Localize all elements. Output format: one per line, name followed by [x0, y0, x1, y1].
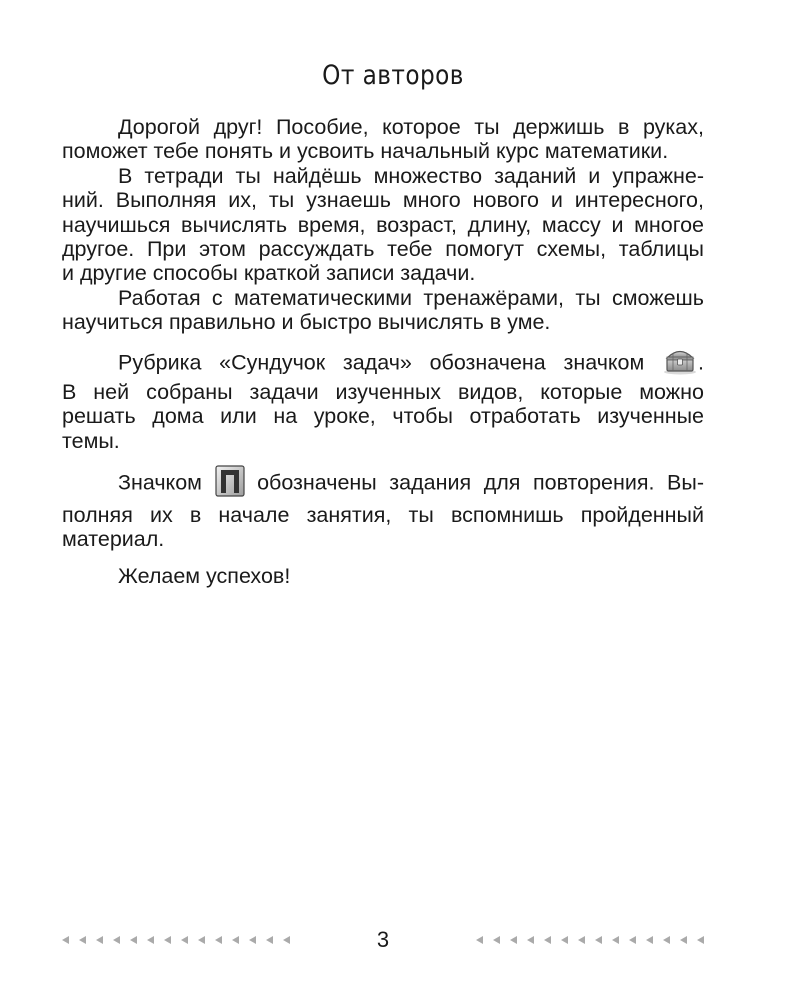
- footer-triangle-icon: [527, 936, 534, 944]
- footer-triangle-icon: [663, 936, 670, 944]
- footer-triangle-icon: [595, 936, 602, 944]
- footer-triangle-icon: [510, 936, 517, 944]
- footer-triangle-icon: [629, 936, 636, 944]
- footer-triangle-icon: [476, 936, 483, 944]
- text-line: и другие способы краткой записи задачи.: [62, 261, 476, 286]
- text-line: решать дома или на уроке, чтобы отработать изученные: [62, 404, 704, 429]
- text-after-icon: обозначены задания для повторения. Вы-: [257, 470, 705, 495]
- body-text: [62, 115, 704, 588]
- text-before-icon: Рубрика «Сундучок задач» обозначена значком: [118, 350, 645, 375]
- text-line: поможет тебе понять и усвоить начальный курс математики.: [62, 139, 669, 164]
- footer-triangle-icon: [113, 936, 120, 944]
- text-line-with-icon: [62, 465, 704, 502]
- text-line: научишься вычислять время, возраст, длину, массу и многое: [62, 212, 704, 237]
- footer-triangle-icon: [544, 936, 551, 944]
- text-line: В тетради ты найдёшь множество заданий и упражне-: [118, 163, 704, 188]
- footer-triangle-icon: [62, 936, 69, 944]
- text-line: Работая с математическими тренажёрами, ты сможешь: [118, 285, 704, 310]
- footer-triangle-icon: [164, 936, 171, 944]
- paragraph-1: [62, 115, 704, 164]
- footer-triangle-icon: [697, 936, 704, 944]
- footer-triangle-icon: [578, 936, 585, 944]
- footer-triangle-icon: [130, 936, 137, 944]
- footer-triangle-icon: [561, 936, 568, 944]
- footer-triangle-icon: [232, 936, 239, 944]
- text-after-icon: .: [698, 350, 704, 375]
- paragraph-3: [62, 286, 704, 335]
- text-line-with-icon: [62, 347, 704, 380]
- repeat-p-icon: [215, 465, 245, 502]
- text-before-icon: Значком: [118, 470, 202, 495]
- footer-triangles-left: [62, 936, 290, 944]
- text-line: ний. Выполняя их, ты узнаешь много нового и интересного,: [62, 188, 704, 213]
- paragraph-2: [62, 164, 704, 286]
- page-title: От авторов: [322, 60, 464, 91]
- footer-triangle-icon: [680, 936, 687, 944]
- footer-triangle-icon: [147, 936, 154, 944]
- footer-triangle-icon: [181, 936, 188, 944]
- footer-triangle-icon: [79, 936, 86, 944]
- footer-triangle-icon: [283, 936, 290, 944]
- footer-triangle-icon: [198, 936, 205, 944]
- treasure-chest-icon: [662, 347, 698, 380]
- footer-triangles-right: [476, 936, 704, 944]
- text-line: В ней собраны задачи изученных видов, которые можно: [62, 380, 704, 405]
- text-line: темы.: [62, 428, 120, 453]
- footer-triangle-icon: [96, 936, 103, 944]
- paragraph-5: [62, 465, 704, 551]
- footer-triangle-icon: [612, 936, 619, 944]
- text-line: Дорогой друг! Пособие, которое ты держишь в руках,: [118, 115, 704, 139]
- text-line: полняя их в начале занятия, ты вспомнишь пройденный: [62, 502, 704, 527]
- page-footer: [62, 928, 704, 952]
- paragraph-6: [62, 564, 704, 588]
- footer-triangle-icon: [249, 936, 256, 944]
- footer-triangle-icon: [646, 936, 653, 944]
- text-line: другое. При этом рассуждать тебе помогут схемы, таблицы: [62, 237, 704, 262]
- closing-line: Желаем успехов!: [118, 563, 291, 588]
- paragraph-4: [62, 347, 704, 454]
- page-number: 3: [376, 927, 390, 952]
- footer-triangle-icon: [266, 936, 273, 944]
- footer-triangle-icon: [493, 936, 500, 944]
- text-line: научиться правильно и быстро вычислять в уме.: [62, 310, 551, 335]
- text-line: материал.: [62, 527, 165, 552]
- footer-triangle-icon: [215, 936, 222, 944]
